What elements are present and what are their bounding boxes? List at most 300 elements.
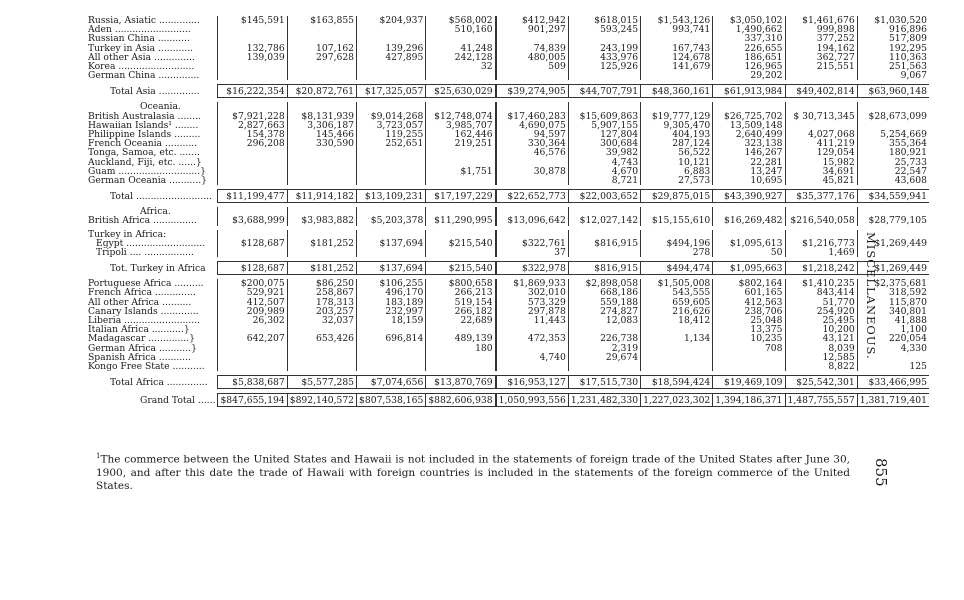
value-cell: 45,821 bbox=[785, 176, 857, 185]
value-cell: $1,269,449 bbox=[857, 262, 929, 275]
value-cell: $7,921,228 bbox=[218, 112, 287, 121]
value-cell: 1,381,719,401 bbox=[857, 394, 929, 407]
value-cell: 1,231,482,330 bbox=[568, 394, 640, 407]
value-cell: 355,364 bbox=[857, 139, 929, 148]
value-cell: 203,257 bbox=[287, 307, 356, 316]
table-row bbox=[88, 16, 929, 25]
value-cell bbox=[218, 71, 287, 80]
row-label: German China .............. bbox=[88, 71, 200, 81]
value-cell: $1,869,933 bbox=[496, 279, 569, 288]
value-cell bbox=[357, 71, 426, 80]
table-row bbox=[88, 62, 929, 71]
value-cell: 278 bbox=[641, 248, 713, 257]
value-cell: $1,410,235 bbox=[785, 279, 857, 288]
value-cell bbox=[426, 362, 496, 371]
value-cell: $33,466,995 bbox=[857, 376, 929, 389]
value-cell: $816,915 bbox=[568, 262, 640, 275]
value-cell bbox=[357, 34, 426, 43]
value-cell bbox=[426, 248, 496, 257]
row-label: Tripoli .... ................. bbox=[96, 248, 194, 258]
value-cell: 668,186 bbox=[568, 288, 640, 297]
value-cell bbox=[641, 230, 713, 239]
value-cell bbox=[496, 207, 569, 216]
value-cell: 11,443 bbox=[496, 316, 569, 325]
value-cell: $18,594,424 bbox=[641, 376, 713, 389]
value-cell: 162,446 bbox=[426, 130, 496, 139]
value-cell: 25,495 bbox=[785, 316, 857, 325]
value-cell: $13,096,642 bbox=[496, 216, 569, 225]
value-cell: 708 bbox=[713, 344, 785, 353]
value-cell bbox=[426, 102, 496, 111]
value-cell: $2,375,681 bbox=[857, 279, 929, 288]
value-cell bbox=[641, 102, 713, 111]
section-heading-row bbox=[88, 207, 929, 216]
row-label: French Oceania ........... bbox=[88, 139, 198, 149]
value-cell: $5,203,378 bbox=[357, 216, 426, 225]
value-cell bbox=[568, 230, 640, 239]
value-cell: $34,559,941 bbox=[857, 190, 929, 203]
value-cell: $1,505,008 bbox=[641, 279, 713, 288]
value-cell: $16,222,354 bbox=[218, 85, 287, 98]
value-cell: $22,003,652 bbox=[568, 190, 640, 203]
value-cell: $17,197,229 bbox=[426, 190, 496, 203]
value-cell bbox=[287, 62, 356, 71]
row-label: Total Africa .............. bbox=[110, 376, 208, 388]
value-cell: $163,855 bbox=[287, 16, 356, 25]
value-cell: 297,628 bbox=[287, 53, 356, 62]
value-cell: $15,609,863 bbox=[568, 112, 640, 121]
value-cell: 145,466 bbox=[287, 130, 356, 139]
value-cell: 3,306,187 bbox=[287, 121, 356, 130]
value-cell bbox=[287, 176, 356, 185]
value-cell: 139,039 bbox=[218, 53, 287, 62]
value-cell: 2,827,663 bbox=[218, 121, 287, 130]
value-cell: 15,982 bbox=[785, 158, 857, 167]
value-cell: $35,377,176 bbox=[785, 190, 857, 203]
value-cell: 129,054 bbox=[785, 148, 857, 157]
row-label: Africa. bbox=[140, 207, 171, 217]
value-cell: 192,295 bbox=[857, 44, 929, 53]
value-cell: 901,297 bbox=[496, 25, 569, 34]
value-cell bbox=[857, 207, 929, 216]
value-cell bbox=[496, 325, 569, 334]
row-label: Turkey in Africa: bbox=[88, 229, 167, 239]
value-cell: 132,786 bbox=[218, 44, 287, 53]
value-cell bbox=[568, 362, 640, 371]
value-cell: $13,870,769 bbox=[426, 376, 496, 389]
value-cell bbox=[357, 62, 426, 71]
value-cell: 509 bbox=[496, 62, 569, 71]
value-cell: 115,870 bbox=[857, 298, 929, 307]
value-cell: 243,199 bbox=[568, 44, 640, 53]
value-cell: 125 bbox=[857, 362, 929, 371]
value-cell bbox=[713, 230, 785, 239]
value-cell bbox=[357, 325, 426, 334]
value-cell: $1,269,449 bbox=[857, 239, 929, 248]
value-cell: 194,162 bbox=[785, 44, 857, 53]
value-cell bbox=[496, 344, 569, 353]
value-cell bbox=[641, 71, 713, 80]
value-cell: $12,027,142 bbox=[568, 216, 640, 225]
value-cell bbox=[496, 158, 569, 167]
value-cell: $816,915 bbox=[568, 239, 640, 248]
value-cell: 26,302 bbox=[218, 316, 287, 325]
table-row bbox=[88, 25, 929, 34]
value-cell: $11,290,995 bbox=[426, 216, 496, 225]
value-cell: $1,751 bbox=[426, 167, 496, 176]
row-label: German Africa ...........} bbox=[88, 343, 197, 353]
value-cell bbox=[287, 167, 356, 176]
value-cell: $44,707,791 bbox=[568, 85, 640, 98]
value-cell: 1,469 bbox=[785, 248, 857, 257]
value-cell bbox=[426, 230, 496, 239]
value-cell: $5,838,687 bbox=[218, 376, 287, 389]
value-cell: $17,460,283 bbox=[496, 112, 569, 121]
value-cell: 167,743 bbox=[641, 44, 713, 53]
value-cell: $128,687 bbox=[218, 262, 287, 275]
value-cell: $86,250 bbox=[287, 279, 356, 288]
table-row bbox=[88, 34, 929, 43]
value-cell: $25,542,301 bbox=[785, 376, 857, 389]
value-cell: 13,247 bbox=[713, 167, 785, 176]
value-cell: 573,329 bbox=[496, 298, 569, 307]
value-cell: 1,490,662 bbox=[713, 25, 785, 34]
value-cell bbox=[357, 344, 426, 353]
trade-statistics-table bbox=[88, 16, 929, 407]
value-cell bbox=[496, 230, 569, 239]
value-cell: $25,630,029 bbox=[426, 85, 496, 98]
value-cell: 220,054 bbox=[857, 334, 929, 343]
value-cell bbox=[496, 176, 569, 185]
table-row bbox=[88, 298, 929, 307]
table-row bbox=[88, 53, 929, 62]
value-cell: 141,679 bbox=[641, 62, 713, 71]
value-cell: $1,461,676 bbox=[785, 16, 857, 25]
row-label: Egypt ........................... bbox=[96, 238, 206, 249]
row-label: Russian China ........... bbox=[88, 34, 190, 44]
row-label: Hawaiian Islands¹ ........ bbox=[88, 120, 199, 131]
value-cell: 25,048 bbox=[713, 316, 785, 325]
value-cell: 300,684 bbox=[568, 139, 640, 148]
value-cell: 232,997 bbox=[357, 307, 426, 316]
value-cell bbox=[568, 325, 640, 334]
value-cell bbox=[785, 71, 857, 80]
value-cell: $11,914,182 bbox=[287, 190, 356, 203]
value-cell: 6,883 bbox=[641, 167, 713, 176]
value-cell bbox=[357, 207, 426, 216]
value-cell: 696,814 bbox=[357, 334, 426, 343]
table-row bbox=[88, 176, 929, 185]
value-cell: $20,872,761 bbox=[287, 85, 356, 98]
value-cell: 39,982 bbox=[568, 148, 640, 157]
value-cell bbox=[218, 167, 287, 176]
value-cell bbox=[713, 362, 785, 371]
value-cell: 412,563 bbox=[713, 298, 785, 307]
value-cell: 993,741 bbox=[641, 25, 713, 34]
value-cell: 529,921 bbox=[218, 288, 287, 297]
value-cell bbox=[287, 353, 356, 362]
value-cell bbox=[357, 102, 426, 111]
value-cell bbox=[426, 207, 496, 216]
table-row bbox=[88, 288, 929, 297]
value-cell: 209,989 bbox=[218, 307, 287, 316]
row-label: All other Asia .............. bbox=[88, 52, 195, 63]
value-cell: 50 bbox=[713, 248, 785, 257]
value-cell bbox=[218, 207, 287, 216]
value-cell: $ 30,713,345 bbox=[785, 112, 857, 121]
value-cell bbox=[496, 362, 569, 371]
value-cell: 46,576 bbox=[496, 148, 569, 157]
value-cell: 642,207 bbox=[218, 334, 287, 343]
value-cell bbox=[357, 248, 426, 257]
value-cell bbox=[713, 207, 785, 216]
value-cell: $618,015 bbox=[568, 16, 640, 25]
value-cell: $12,748,074 bbox=[426, 112, 496, 121]
value-cell bbox=[218, 25, 287, 34]
value-cell: 4,670 bbox=[568, 167, 640, 176]
value-cell: 4,690,075 bbox=[496, 121, 569, 130]
row-label: Kongo Free State ........... bbox=[88, 362, 205, 372]
value-cell bbox=[641, 344, 713, 353]
value-cell: 258,867 bbox=[287, 288, 356, 297]
value-cell: $17,325,057 bbox=[357, 85, 426, 98]
value-cell: 251,563 bbox=[857, 62, 929, 71]
value-cell bbox=[287, 230, 356, 239]
value-cell: 183,189 bbox=[357, 298, 426, 307]
value-cell: $48,360,161 bbox=[641, 85, 713, 98]
value-cell bbox=[287, 34, 356, 43]
value-cell: 3,985,707 bbox=[426, 121, 496, 130]
table-row bbox=[88, 325, 929, 334]
value-cell bbox=[641, 207, 713, 216]
value-cell: 2,319 bbox=[568, 344, 640, 353]
value-cell bbox=[357, 25, 426, 34]
value-cell: 10,121 bbox=[641, 158, 713, 167]
total-row bbox=[88, 262, 929, 275]
value-cell: $11,199,477 bbox=[218, 190, 287, 203]
value-cell: $1,216,773 bbox=[785, 239, 857, 248]
value-cell: 559,188 bbox=[568, 298, 640, 307]
value-cell bbox=[785, 102, 857, 111]
value-cell: $1,218,242 bbox=[785, 262, 857, 275]
value-cell: 226,738 bbox=[568, 334, 640, 343]
value-cell: 32,037 bbox=[287, 316, 356, 325]
value-cell bbox=[426, 158, 496, 167]
row-label: All other Africa .......... bbox=[88, 297, 192, 307]
table-body bbox=[88, 16, 929, 407]
value-cell: $128,687 bbox=[218, 239, 287, 248]
value-cell: 337,310 bbox=[713, 34, 785, 43]
value-cell: 10,235 bbox=[713, 334, 785, 343]
value-cell bbox=[218, 148, 287, 157]
value-cell bbox=[357, 230, 426, 239]
value-cell bbox=[426, 176, 496, 185]
table-row bbox=[88, 334, 929, 343]
value-cell: 43,121 bbox=[785, 334, 857, 343]
value-cell bbox=[287, 344, 356, 353]
value-cell bbox=[357, 362, 426, 371]
value-cell bbox=[357, 353, 426, 362]
value-cell: $412,942 bbox=[496, 16, 569, 25]
value-cell: 146,267 bbox=[713, 148, 785, 157]
value-cell: $215,540 bbox=[426, 262, 496, 275]
value-cell: 510,160 bbox=[426, 25, 496, 34]
value-cell: $494,474 bbox=[641, 262, 713, 275]
value-cell bbox=[287, 248, 356, 257]
value-cell: $568,002 bbox=[426, 16, 496, 25]
value-cell: 296,208 bbox=[218, 139, 287, 148]
total-row bbox=[88, 376, 929, 389]
row-label: Guam ............................} bbox=[88, 166, 206, 177]
value-cell: 330,364 bbox=[496, 139, 569, 148]
value-cell: 94,597 bbox=[496, 130, 569, 139]
side-section-label: MISCELLANEOUS. bbox=[864, 232, 878, 360]
value-cell: 41,248 bbox=[426, 44, 496, 53]
table-row bbox=[88, 307, 929, 316]
value-cell: $200,075 bbox=[218, 279, 287, 288]
value-cell: 1,394,186,371 bbox=[713, 394, 785, 407]
value-cell: 242,128 bbox=[426, 53, 496, 62]
value-cell bbox=[785, 230, 857, 239]
table-row bbox=[88, 239, 929, 248]
value-cell: 12,585 bbox=[785, 353, 857, 362]
value-cell: 51,770 bbox=[785, 298, 857, 307]
table-row bbox=[88, 139, 929, 148]
value-cell: 37 bbox=[496, 248, 569, 257]
table-row bbox=[88, 112, 929, 121]
value-cell bbox=[218, 176, 287, 185]
value-cell bbox=[641, 362, 713, 371]
value-cell bbox=[287, 148, 356, 157]
value-cell: 8,721 bbox=[568, 176, 640, 185]
value-cell: $29,875,015 bbox=[641, 190, 713, 203]
table-row bbox=[88, 130, 929, 139]
row-label: Auckland, Fiji, etc. ......} bbox=[88, 157, 202, 167]
row-label: Canary Islands ............. bbox=[88, 306, 199, 317]
value-cell bbox=[785, 121, 857, 130]
value-cell: 56,522 bbox=[641, 148, 713, 157]
value-cell: 5,907,155 bbox=[568, 121, 640, 130]
value-cell: $847,655,194 bbox=[218, 394, 287, 407]
total-row bbox=[88, 190, 929, 203]
value-cell: 659,605 bbox=[641, 298, 713, 307]
value-cell bbox=[496, 71, 569, 80]
value-cell bbox=[713, 353, 785, 362]
value-cell bbox=[218, 158, 287, 167]
value-cell: 1,487,755,557 bbox=[785, 394, 857, 407]
value-cell: 29,674 bbox=[568, 353, 640, 362]
value-cell: 323,138 bbox=[713, 139, 785, 148]
value-cell: $1,095,613 bbox=[713, 239, 785, 248]
value-cell: $1,030,520 bbox=[857, 16, 929, 25]
value-cell: 999,898 bbox=[785, 25, 857, 34]
value-cell bbox=[287, 362, 356, 371]
footnote-text: The commerce between the United States and Hawaii is not included in the statements of foreign trade of the United States after June 30, 1900, and after this date the trade of Hawaii with foreign countries is included in the statements of the foreign commerce of the United States. bbox=[96, 453, 850, 492]
value-cell: 593,245 bbox=[568, 25, 640, 34]
value-cell bbox=[568, 34, 640, 43]
value-cell: 8,822 bbox=[785, 362, 857, 371]
value-cell: $216,540,058 bbox=[785, 216, 857, 225]
value-cell bbox=[287, 25, 356, 34]
value-cell: 12,083 bbox=[568, 316, 640, 325]
row-label: French Africa .............. bbox=[88, 288, 196, 298]
value-cell bbox=[287, 102, 356, 111]
table-row bbox=[88, 353, 929, 362]
value-cell: $7,074,656 bbox=[357, 376, 426, 389]
value-cell: 18,159 bbox=[357, 316, 426, 325]
row-label: Philippine Islands ......... bbox=[88, 130, 201, 140]
row-label: Turkey in Asia ............ bbox=[88, 43, 194, 53]
value-cell bbox=[568, 71, 640, 80]
value-cell: 411,219 bbox=[785, 139, 857, 148]
value-cell: 843,414 bbox=[785, 288, 857, 297]
value-cell: $1,095,663 bbox=[713, 262, 785, 275]
value-cell: 480,005 bbox=[496, 53, 569, 62]
value-cell bbox=[218, 34, 287, 43]
value-cell bbox=[568, 248, 640, 257]
row-label: Tot. Turkey in Africa bbox=[110, 262, 206, 274]
value-cell: 9,067 bbox=[857, 71, 929, 80]
section-heading-row bbox=[88, 102, 929, 111]
value-cell: 10,695 bbox=[713, 176, 785, 185]
value-cell: 22,547 bbox=[857, 167, 929, 176]
row-label: Tonga, Samoa, etc. ....... bbox=[88, 148, 200, 158]
value-cell bbox=[426, 353, 496, 362]
value-cell bbox=[641, 34, 713, 43]
value-cell: 74,839 bbox=[496, 44, 569, 53]
value-cell: $1,543,126 bbox=[641, 16, 713, 25]
value-cell: 178,313 bbox=[287, 298, 356, 307]
value-cell: $2,898,058 bbox=[568, 279, 640, 288]
row-label: Total Asia .............. bbox=[110, 85, 200, 97]
value-cell bbox=[218, 353, 287, 362]
value-cell bbox=[568, 207, 640, 216]
value-cell: $9,014,268 bbox=[357, 112, 426, 121]
row-label: German Oceania ...........} bbox=[88, 176, 208, 186]
value-cell bbox=[713, 102, 785, 111]
value-cell: $15,155,610 bbox=[641, 216, 713, 225]
value-cell: $3,983,882 bbox=[287, 216, 356, 225]
value-cell: 340,801 bbox=[857, 307, 929, 316]
value-cell: $39,274,905 bbox=[496, 85, 569, 98]
value-cell: $181,252 bbox=[287, 262, 356, 275]
table-row bbox=[88, 121, 929, 130]
value-cell: 186,651 bbox=[713, 53, 785, 62]
value-cell: 125,926 bbox=[568, 62, 640, 71]
value-cell bbox=[218, 102, 287, 111]
value-cell bbox=[287, 207, 356, 216]
value-cell: 18,412 bbox=[641, 316, 713, 325]
table-row bbox=[88, 344, 929, 353]
table-row bbox=[88, 158, 929, 167]
footnote bbox=[96, 450, 850, 493]
value-cell: 124,678 bbox=[641, 53, 713, 62]
value-cell: 238,706 bbox=[713, 307, 785, 316]
row-label: Portuguese Africa .......... bbox=[88, 279, 204, 289]
value-cell: 27,573 bbox=[641, 176, 713, 185]
value-cell: $322,978 bbox=[496, 262, 569, 275]
value-cell: 13,509,148 bbox=[713, 121, 785, 130]
value-cell bbox=[357, 176, 426, 185]
value-cell: $22,652,773 bbox=[496, 190, 569, 203]
value-cell: 472,353 bbox=[496, 334, 569, 343]
value-cell: $28,673,099 bbox=[857, 112, 929, 121]
page-number: 855 bbox=[872, 458, 890, 487]
total-row bbox=[88, 85, 929, 98]
value-cell bbox=[218, 230, 287, 239]
value-cell: 1,227,023,302 bbox=[641, 394, 713, 407]
value-cell bbox=[357, 158, 426, 167]
